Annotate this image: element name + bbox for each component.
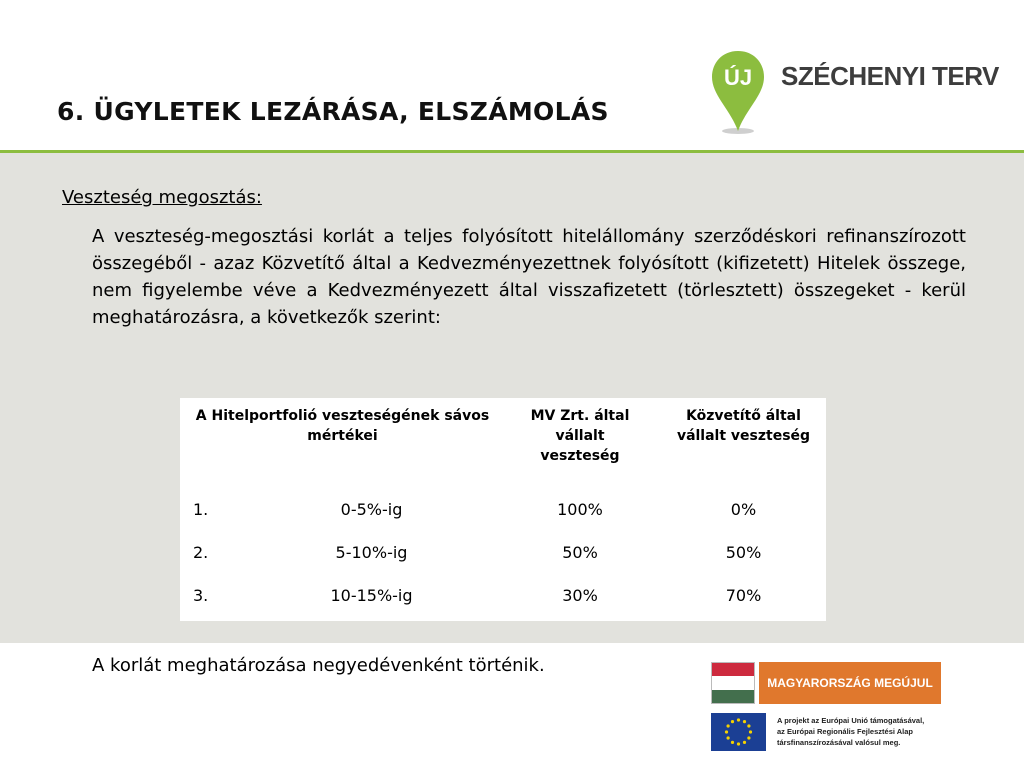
logo-badge-text: ÚJ bbox=[723, 65, 753, 90]
eu-text-line: társfinanszírozásával valósul meg. bbox=[777, 738, 901, 747]
magyarorszag-megujul-badge bbox=[711, 662, 941, 704]
row-number: 2. bbox=[193, 543, 209, 562]
page-title: 6. ÜGYLETEK LEZÁRÁSA, ELSZÁMOLÁS bbox=[57, 97, 609, 126]
row-kozvetito: 50% bbox=[725, 543, 762, 562]
magyarorszag-label: MAGYARORSZÁG MEGÚJUL bbox=[767, 676, 933, 690]
row-kozvetito: 0% bbox=[730, 500, 757, 519]
pin-icon bbox=[708, 47, 778, 137]
szechenyi-terv-logo bbox=[708, 47, 1008, 137]
row-number: 1. bbox=[193, 500, 209, 519]
body-paragraph: A veszteség-megosztási korlát a teljes folyósított hitelállomány szerződéskori refinanszírozott összegéből - azaz Közvetítő által a Kedvezményezettnek folyósított (kifizetett) Hitelek összege, nem figyelembe véve a Kedvezményezett által visszafizetett (törlesztett) összegeket - kerül meghatározásra, a következők szerint: bbox=[92, 226, 966, 328]
magyarorszag-label-box bbox=[759, 662, 941, 704]
row-mv: 50% bbox=[562, 543, 598, 562]
logo-text: SZÉCHENYI TERV bbox=[781, 61, 999, 91]
row-mv: 30% bbox=[562, 586, 598, 605]
loss-sharing-table bbox=[180, 398, 826, 621]
row-number: 3. bbox=[193, 586, 209, 605]
row-mv: 100% bbox=[557, 500, 603, 519]
hungarian-flag-icon bbox=[711, 662, 755, 704]
row-band: 0-5%-ig bbox=[340, 500, 403, 519]
footer-note: A korlát meghatározása negyedévenként történik. bbox=[92, 655, 545, 676]
header-kozvetito: Közvetítő által vállalt veszteség bbox=[676, 408, 811, 444]
subheading: Veszteség megosztás: bbox=[62, 187, 262, 208]
slide-header bbox=[0, 0, 1024, 152]
eu-flag-icon bbox=[711, 713, 766, 751]
header-mv: MV Zrt. által vállalt veszteség bbox=[530, 408, 630, 464]
row-band: 10-15%-ig bbox=[330, 586, 413, 605]
eu-text-line: az Európai Regionális Fejlesztési Alap bbox=[777, 727, 914, 736]
row-band: 5-10%-ig bbox=[335, 543, 408, 562]
eu-text-line: A projekt az Európai Unió támogatásával, bbox=[777, 716, 925, 725]
row-kozvetito: 70% bbox=[725, 586, 762, 605]
header-band: A Hitelportfolió veszteségének sávos mértékei bbox=[195, 408, 490, 444]
eu-support-text bbox=[777, 715, 924, 748]
eu-support-block bbox=[711, 713, 971, 753]
